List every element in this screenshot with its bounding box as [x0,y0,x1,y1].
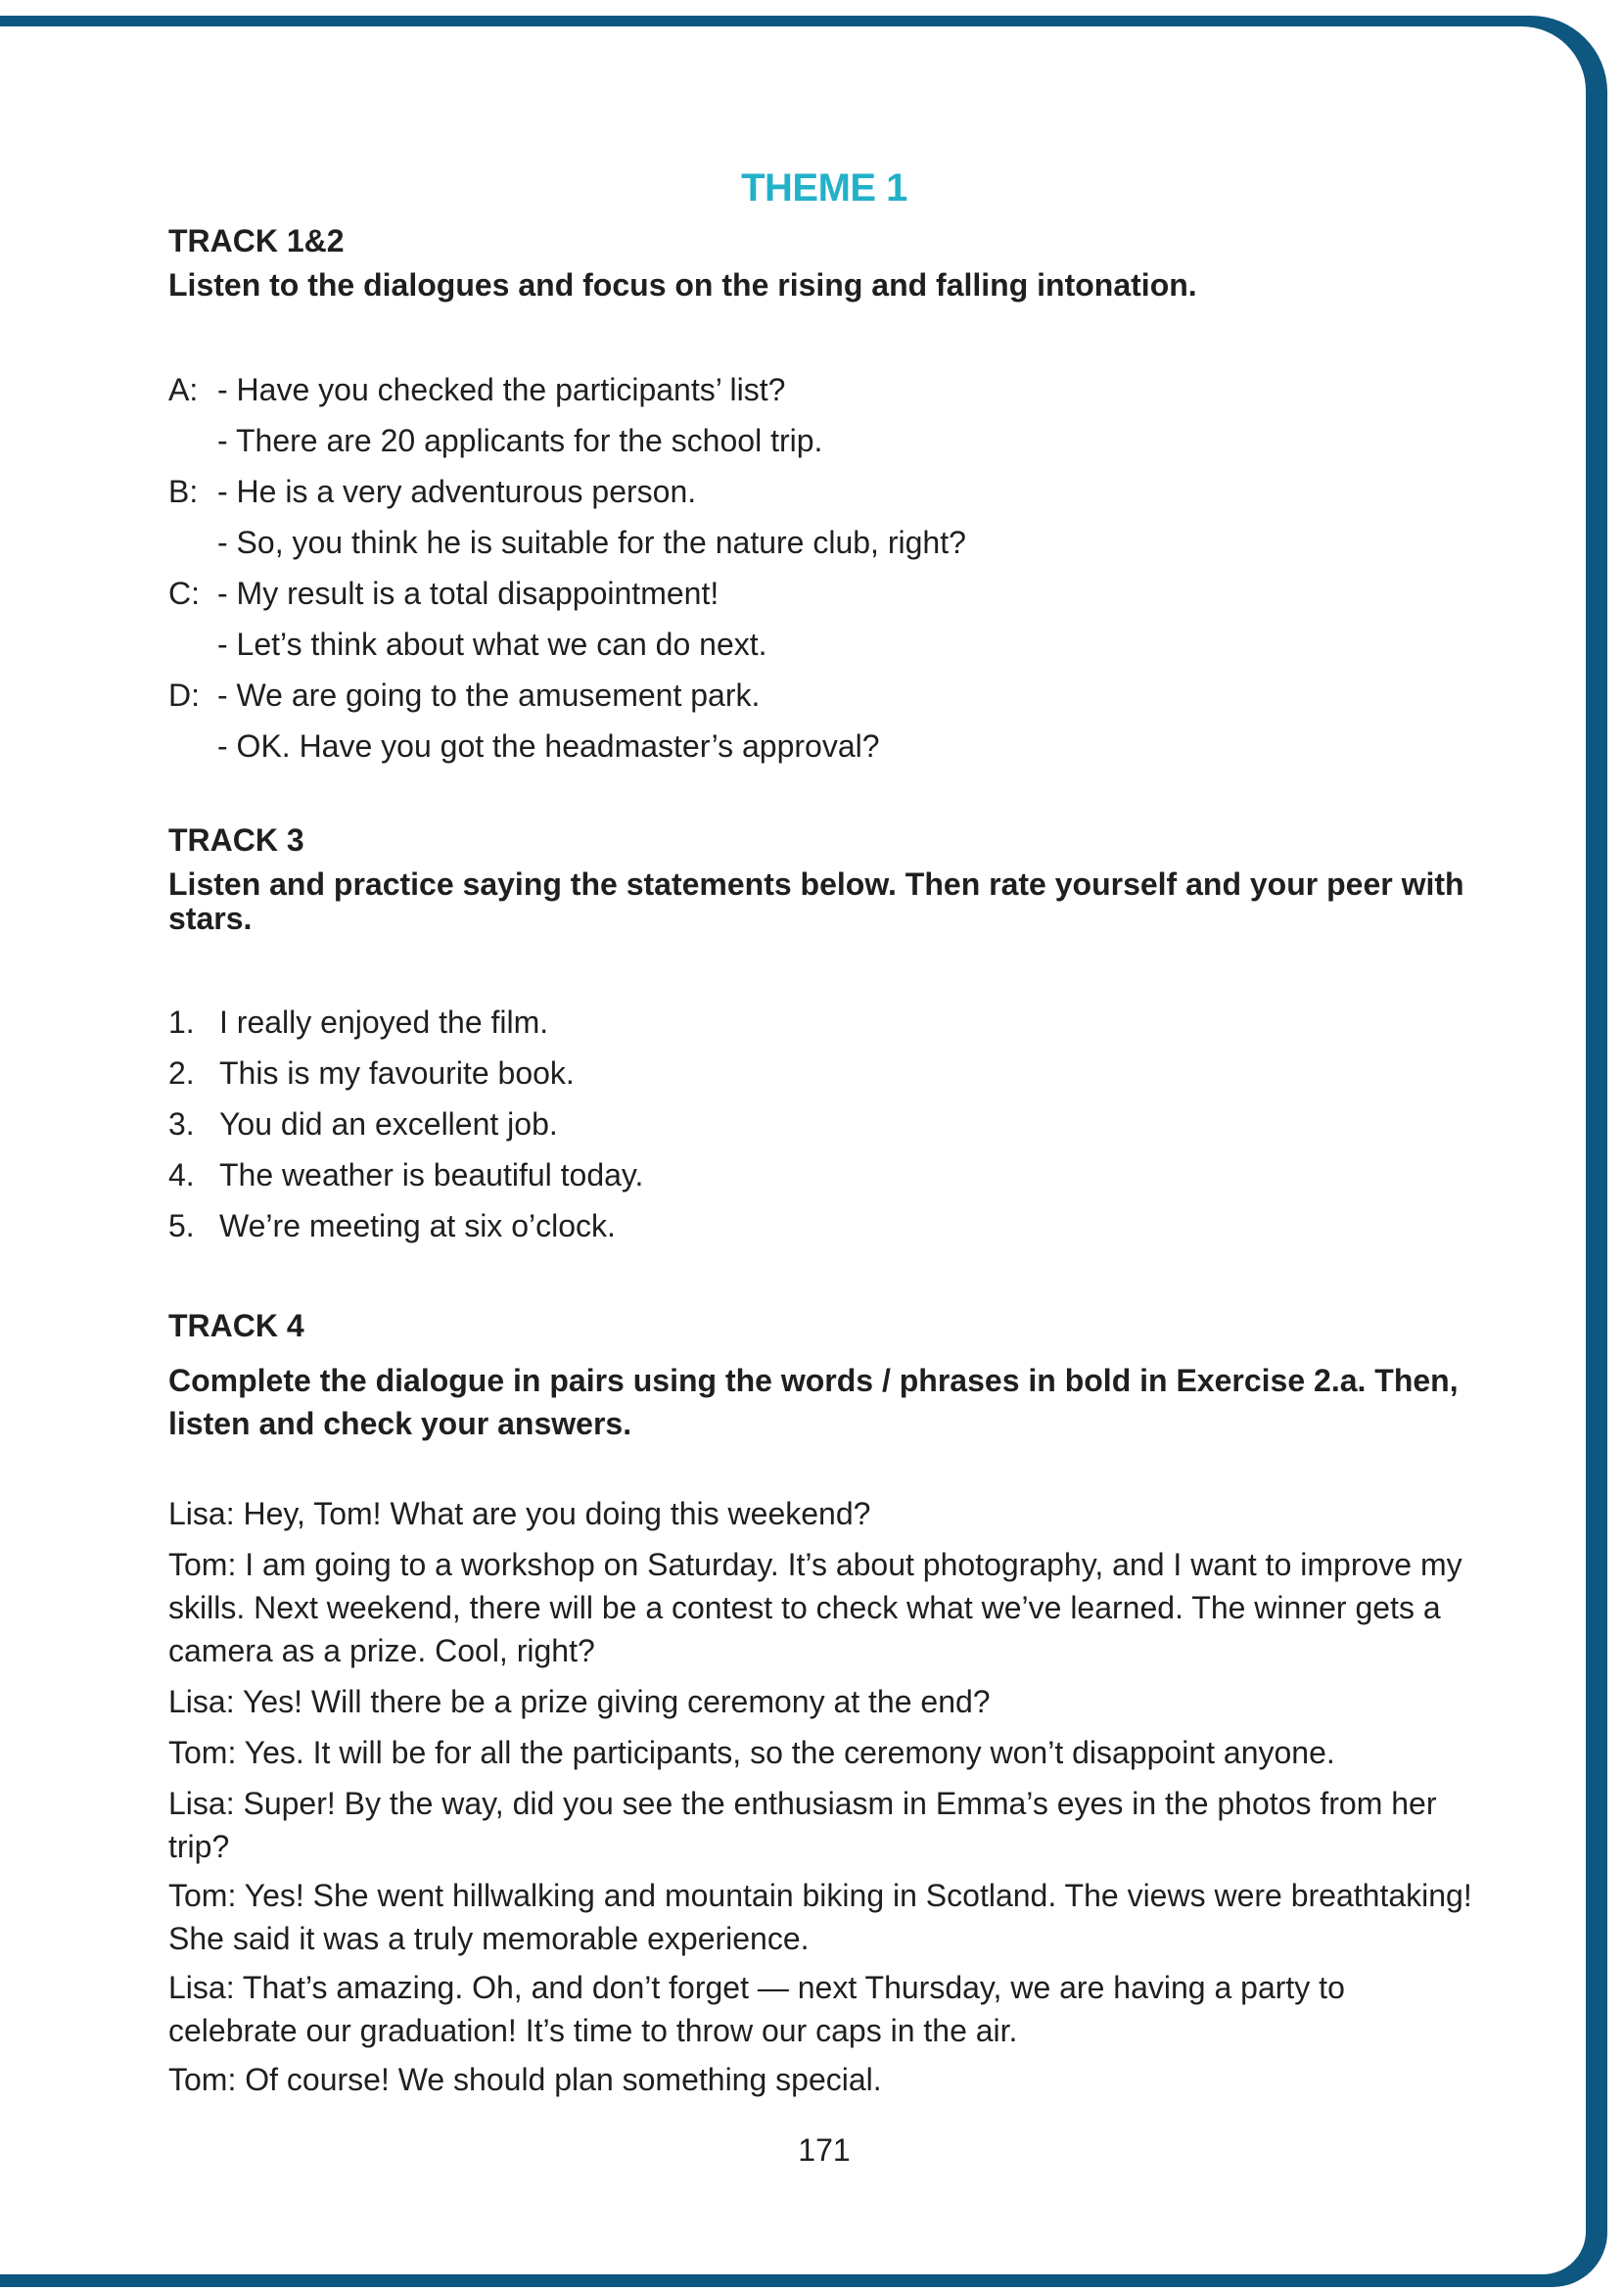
track-1-2-title: TRACK 1&2 [168,223,345,258]
line-text: - Let’s think about what we can do next. [217,627,767,662]
dialogue-paragraph: Lisa: Yes! Will there be a prize giving ceremony at the end? [168,1684,991,1719]
track-4-instruction: Complete the dialogue in pairs using the words / phrases in bold in Exercise 2.a. Then, listen and check your answers. [168,1363,1459,1441]
dialogue-paragraph: Lisa: Super! By the way, did you see the enthusiasm in Emma’s eyes in the photos from her trip? [168,1786,1437,1864]
line-text: - He is a very adventurous person. [217,474,697,509]
item-text: The weather is beautiful today. [219,1157,644,1192]
theme-title: THEME 1 [741,166,907,210]
dialogue-paragraph: Lisa: Hey, Tom! What are you doing this weekend? [168,1496,871,1531]
item-number: 5. [168,1208,195,1243]
dialogue-paragraph: Tom: I am going to a workshop on Saturday. It’s about photography, and I want to improve my skills. Next weekend, there will be a contest to check what we’ve learned. The winner gets a camera as a prize. Cool, right? [168,1547,1462,1668]
item-text: You did an excellent job. [219,1106,558,1142]
dialogue-paragraph: Tom: Yes! She went hillwalking and mountain biking in Scotland. The views were breathtaking! She said it was a truly memorable experience. [168,1878,1472,1956]
track-1-2-instruction: Listen to the dialogues and focus on the rising and falling intonation. [168,267,1197,303]
line-text: - We are going to the amusement park. [217,678,761,713]
dialogue-paragraph: Tom: Of course! We should plan something special. [168,2062,882,2097]
dialogue-paragraph: Lisa: That’s amazing. Oh, and don’t forget — next Thursday, we are having a party to celebrate our graduation! It’s time to throw our caps in the air. [168,1970,1345,2048]
item-number: 2. [168,1055,195,1091]
page-number: 171 [798,2132,851,2168]
item-text: I really enjoyed the film. [219,1005,549,1040]
dialogue-paragraph: Tom: Yes. It will be for all the participants, so the ceremony won’t disappoint anyone. [168,1735,1335,1770]
track-3-instruction: Listen and practice saying the statements below. Then rate yourself and your peer with stars. [168,866,1464,936]
line-text: - There are 20 applicants for the school trip. [217,423,823,458]
track-4-title: TRACK 4 [168,1308,304,1343]
line-text: - So, you think he is suitable for the nature club, right? [217,525,966,560]
item-number: 3. [168,1106,195,1142]
speaker-label: B: [168,474,199,509]
line-text: - Have you checked the participants’ list? [217,372,786,407]
speaker-label: C: [168,576,200,611]
item-number: 4. [168,1157,195,1192]
track-3-title: TRACK 3 [168,822,304,858]
item-text: This is my favourite book. [219,1055,575,1091]
speaker-label: A: [168,372,199,407]
item-text: We’re meeting at six o’clock. [219,1208,616,1243]
speaker-label: D: [168,678,200,713]
line-text: - OK. Have you got the headmaster’s approval? [217,728,880,764]
line-text: - My result is a total disappointment! [217,576,719,611]
item-number: 1. [168,1005,195,1040]
